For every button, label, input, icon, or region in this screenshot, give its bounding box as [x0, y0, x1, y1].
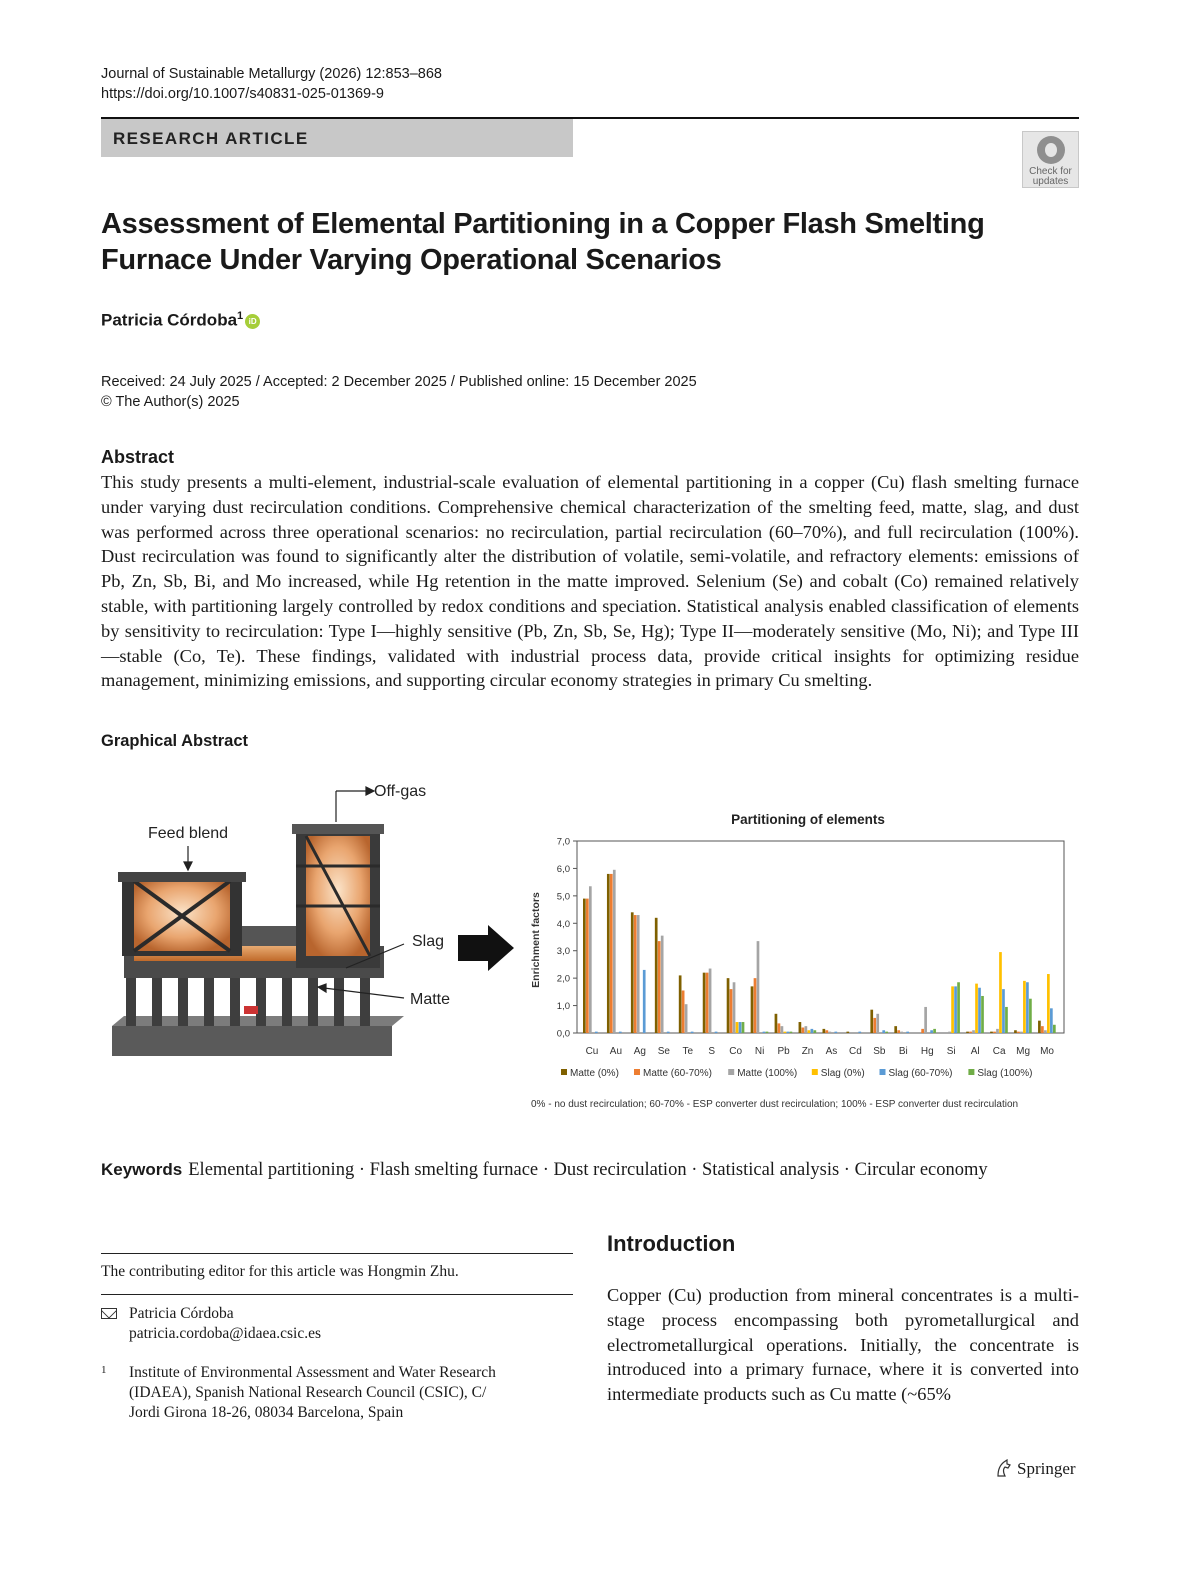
- bar-ag-series-1: [631, 912, 634, 1033]
- bar-mg-series-4: [1023, 981, 1026, 1033]
- correspondence: [101, 1304, 321, 1344]
- bar-sb-series-6: [885, 1032, 888, 1033]
- bar-zn-series-2: [802, 1028, 805, 1033]
- x-tick-label: Bi: [898, 1046, 908, 1057]
- x-tick-label: Ca: [992, 1046, 1006, 1057]
- bar-te-series-1: [679, 975, 682, 1033]
- bar-ni-series-1: [751, 986, 754, 1033]
- footnote-rule: [101, 1294, 573, 1295]
- bar-se-series-1: [655, 918, 658, 1033]
- x-tick-label: Pb: [777, 1046, 790, 1057]
- bar-zn-series-5: [811, 1029, 814, 1033]
- bar-hg-series-3: [924, 1007, 927, 1033]
- legend-swatch: [561, 1069, 567, 1075]
- bar-se-series-5: [667, 1032, 670, 1033]
- flow-arrow-icon: [456, 923, 516, 973]
- x-tick-label: Al: [970, 1046, 980, 1057]
- bar-mo-series-4: [1047, 974, 1050, 1033]
- bar-au-series-3: [613, 870, 616, 1033]
- author-line: [101, 310, 260, 331]
- bar-s-series-1: [703, 973, 706, 1033]
- bar-te-series-3: [685, 1004, 688, 1033]
- author-name[interactable]: Patricia Córdoba: [101, 310, 238, 330]
- y-tick-label: 5,0: [556, 891, 570, 903]
- bar-te-series-5: [691, 1032, 694, 1033]
- affiliation-line-1: Institute of Environmental Assessment and Water Research: [129, 1364, 496, 1381]
- bar-mo-series-6: [1053, 1025, 1056, 1033]
- bar-ag-series-5: [643, 970, 646, 1033]
- bar-al-series-2: [969, 1032, 972, 1033]
- bar-ca-series-2: [993, 1032, 996, 1033]
- bar-co-series-1: [727, 978, 730, 1033]
- bar-ni-series-5: [763, 1032, 766, 1033]
- bar-pb-series-1: [775, 1014, 778, 1033]
- bar-ag-series-2: [634, 915, 637, 1033]
- springer-horse-icon: [995, 1459, 1011, 1477]
- bar-si-series-5: [954, 986, 957, 1033]
- bar-pb-series-6: [790, 1032, 793, 1033]
- publisher-name: Springer: [1017, 1459, 1076, 1478]
- check-badge-line1: Check for: [1029, 166, 1072, 177]
- bar-ag-series-3: [637, 915, 640, 1033]
- y-tick-label: 3,0: [556, 946, 570, 958]
- bar-pb-series-3: [781, 1026, 784, 1033]
- title-line-1: Assessment of Elemental Partitioning in a Copper Flash Smelting: [101, 208, 985, 240]
- x-tick-label: Hg: [920, 1046, 934, 1057]
- bar-si-series-6: [957, 982, 960, 1033]
- graphical-abstract-heading: Graphical Abstract: [101, 732, 249, 750]
- bar-as-series-3: [828, 1032, 831, 1033]
- bar-co-series-6: [742, 1022, 745, 1033]
- chart-title: Partitioning of elements: [731, 812, 885, 827]
- keywords-label: Keywords: [101, 1160, 183, 1179]
- x-tick-label: Cd: [849, 1046, 862, 1057]
- bar-as-series-5: [834, 1032, 837, 1033]
- bar-zn-series-4: [808, 1030, 811, 1033]
- bar-co-series-3: [733, 982, 736, 1033]
- footnote-rule: [101, 1253, 573, 1254]
- bar-bi-series-3: [900, 1032, 903, 1033]
- bar-al-series-4: [975, 984, 978, 1033]
- publication-dates: [101, 372, 697, 412]
- bar-se-series-3: [661, 936, 664, 1033]
- bar-zn-series-6: [814, 1030, 817, 1033]
- bar-mg-series-5: [1026, 982, 1029, 1033]
- affiliation-line-3: Jordi Girona 18-26, 08034 Barcelona, Spain: [129, 1404, 404, 1421]
- dates-line: Received: 24 July 2025 / Accepted: 2 December 2025 / Published online: 15 December 2025: [101, 374, 697, 390]
- bar-sb-series-3: [876, 1014, 879, 1033]
- bar-si-series-3: [948, 1032, 951, 1033]
- contact-email[interactable]: patricia.cordoba@idaea.csic.es: [129, 1325, 321, 1342]
- chart-y-axis-label: Enrichment factors: [530, 892, 542, 988]
- legend-swatch: [812, 1069, 818, 1075]
- x-tick-label: Cu: [585, 1046, 599, 1057]
- crossmark-icon: [1037, 136, 1065, 164]
- introduction-text: Copper (Cu) production from mineral concentrates is a multi-stage process encompassing both pyrometallurgical and electrometallurgical operations. Initially, the concentrate is introduced into a primary furnace, where it is converted into intermediate products such as Cu matte (~65%: [607, 1285, 1079, 1405]
- bar-mg-series-2: [1017, 1032, 1020, 1033]
- bar-s-series-5: [715, 1032, 718, 1033]
- x-tick-label: Mo: [1040, 1046, 1054, 1057]
- affiliation-line-2: (IDAEA), Spanish National Research Council (CSIC), C/: [129, 1384, 487, 1401]
- label-offgas: Off-gas: [374, 783, 427, 800]
- bar-al-series-6: [981, 996, 984, 1033]
- x-tick-label: As: [825, 1046, 838, 1057]
- legend-swatch: [968, 1069, 974, 1075]
- abstract-text: This study presents a multi-element, industrial-scale evaluation of elemental partitioning in a copper (Cu) flash smelting furnace under varying dust recirculation conditions. Comprehensive chemical characterization of the smelting feed, matte, slag, and dust was performed across three operational scenarios: no recirculation, partial recirculation (60–70%), and full recirculation (100%). Dust recirculation was found to significantly alter the distribution of volatile, semi-volatile, and refractory elements: emissions of Pb, Zn, Sb, Bi, and Mo increased, while Hg retention in the matte improved. Selenium (Se) and cobalt (Co) remained relatively stable, with partitioning largely controlled by redox conditions and speciation. Statistical analysis enabled classification of elements by sensitivity to recirculation: Type I—highly sensitive (Pb, Zn, Sb, Se, Hg); Type II—moderately sensitive (Mo, Ni); and Type III—stable (Co, Te). These findings, validated with industrial process data, provide critical insights for optimizing residue management, minimizing emissions, and supporting circular economy strategies in primary Cu smelting.: [101, 472, 1079, 691]
- bar-ni-series-6: [766, 1032, 769, 1033]
- x-tick-label: Se: [657, 1046, 670, 1057]
- bar-mg-series-6: [1029, 999, 1032, 1033]
- bar-bi-series-5: [906, 1032, 909, 1033]
- bar-zn-series-3: [805, 1026, 808, 1033]
- contact-name: Patricia Córdoba: [129, 1305, 234, 1322]
- x-tick-label: Ni: [754, 1046, 765, 1057]
- bar-co-series-5: [739, 1022, 742, 1033]
- keywords-line: [101, 1160, 988, 1181]
- legend-label: Slag (60-70%): [888, 1068, 953, 1079]
- bar-co-series-4: [736, 1022, 739, 1033]
- x-tick-label: Sb: [873, 1046, 886, 1057]
- bar-s-series-3: [709, 969, 712, 1033]
- bar-cu-series-3: [589, 886, 592, 1033]
- bar-bi-series-2: [897, 1030, 900, 1033]
- publisher-logo: [995, 1459, 1076, 1479]
- bar-mg-series-1: [1014, 1030, 1017, 1033]
- label-slag: Slag: [412, 933, 445, 950]
- article-type-label: RESEARCH ARTICLE: [113, 129, 309, 148]
- legend-label: Slag (0%): [820, 1068, 865, 1079]
- bar-sb-series-1: [870, 1010, 873, 1033]
- y-tick-label: 6,0: [556, 863, 570, 875]
- keywords-list: Elemental partitioning · Flash smelting furnace · Dust recirculation · Statistical analysis · Circular economy: [188, 1160, 988, 1180]
- bar-hg-series-5: [930, 1030, 933, 1033]
- bar-al-series-3: [972, 1030, 975, 1033]
- article-title: [101, 206, 1001, 278]
- bar-cu-series-5: [595, 1032, 598, 1033]
- bar-s-series-2: [706, 973, 709, 1033]
- journal-citation: Journal of Sustainable Metallurgy (2026) 12:853–868: [101, 66, 442, 82]
- label-matte: Matte: [410, 991, 451, 1008]
- introduction-heading: Introduction: [607, 1231, 736, 1256]
- bar-cd-series-1: [846, 1032, 849, 1033]
- bar-au-series-2: [610, 874, 613, 1033]
- title-line-2: Furnace Under Varying Operational Scenarios: [101, 244, 722, 276]
- legend-swatch: [634, 1069, 640, 1075]
- check-for-updates-badge[interactable]: [1022, 131, 1079, 188]
- bar-pb-series-2: [778, 1023, 781, 1033]
- bar-hg-series-2: [921, 1029, 924, 1033]
- copyright-line: © The Author(s) 2025: [101, 394, 240, 410]
- x-tick-label: Ag: [633, 1046, 646, 1057]
- chart-plot-area: [577, 841, 1064, 1033]
- article-type-banner: [101, 119, 573, 157]
- bar-pb-series-5: [787, 1032, 790, 1033]
- y-tick-label: 1,0: [556, 1001, 570, 1013]
- y-tick-label: 0,0: [556, 1028, 570, 1040]
- bar-se-series-2: [658, 941, 661, 1033]
- bar-ca-series-5: [1002, 989, 1005, 1033]
- bar-ca-series-6: [1005, 1007, 1008, 1033]
- bar-mo-series-3: [1044, 1030, 1047, 1033]
- envelope-icon: [101, 1308, 117, 1319]
- y-tick-label: 4,0: [556, 918, 570, 930]
- bar-mo-series-5: [1050, 1008, 1053, 1033]
- bar-mg-series-3: [1020, 1032, 1023, 1033]
- legend-label: Matte (0%): [570, 1068, 619, 1079]
- bar-bi-series-1: [894, 1026, 897, 1033]
- x-tick-label: Si: [946, 1046, 956, 1057]
- x-tick-label: Mg: [1016, 1046, 1031, 1057]
- check-badge-line2: updates: [1032, 176, 1069, 187]
- bar-te-series-2: [682, 990, 685, 1033]
- legend-label: Matte (100%): [737, 1068, 798, 1079]
- bar-si-series-4: [951, 986, 954, 1033]
- chart-caption: 0% - no dust recirculation; 60-70% - ESP converter dust recirculation; 100% - ESP converter dust recirculation: [531, 1099, 1019, 1110]
- x-tick-label: S: [708, 1046, 716, 1057]
- bar-cu-series-1: [583, 899, 586, 1033]
- x-tick-label: Te: [682, 1046, 694, 1057]
- y-tick-label: 2,0: [556, 973, 570, 985]
- legend-label: Matte (60-70%): [643, 1068, 712, 1079]
- bar-sb-series-5: [882, 1030, 885, 1033]
- bar-ca-series-4: [999, 952, 1002, 1033]
- x-tick-label: Zn: [801, 1046, 814, 1057]
- furnace-base: [112, 1026, 392, 1056]
- bar-ca-series-1: [990, 1032, 993, 1033]
- bar-mo-series-1: [1038, 1021, 1041, 1033]
- editor-note: The contributing editor for this article was Hongmin Zhu.: [101, 1263, 459, 1280]
- bar-ca-series-3: [996, 1029, 999, 1033]
- abstract-heading: Abstract: [101, 447, 175, 467]
- bar-pb-series-4: [784, 1032, 787, 1033]
- orcid-icon[interactable]: iD: [245, 314, 260, 329]
- x-tick-label: Au: [609, 1046, 623, 1057]
- affiliation-number: 1: [101, 1364, 107, 1376]
- bar-ni-series-3: [757, 941, 760, 1033]
- bar-al-series-5: [978, 988, 981, 1033]
- partitioning-chart: [525, 800, 1085, 1120]
- legend-swatch: [880, 1069, 886, 1075]
- bar-al-series-1: [966, 1032, 969, 1033]
- bar-cu-series-2: [586, 899, 589, 1033]
- affiliation: [101, 1363, 549, 1423]
- label-feed-blend: Feed blend: [148, 825, 229, 842]
- bar-co-series-2: [730, 989, 733, 1033]
- bar-hg-series-6: [933, 1029, 936, 1033]
- doi-link[interactable]: https://doi.org/10.1007/s40831-025-01369-9: [101, 86, 384, 102]
- y-tick-label: 7,0: [556, 836, 570, 848]
- x-tick-label: Co: [729, 1046, 743, 1057]
- bar-mo-series-2: [1041, 1026, 1044, 1033]
- bar-cd-series-5: [858, 1032, 861, 1033]
- bar-au-series-5: [619, 1032, 622, 1033]
- legend-label: Slag (100%): [977, 1068, 1033, 1079]
- journal-header: [101, 64, 442, 104]
- bar-zn-series-1: [799, 1022, 802, 1033]
- bar-ni-series-2: [754, 978, 757, 1033]
- bar-as-series-1: [823, 1029, 826, 1033]
- bar-au-series-1: [607, 874, 610, 1033]
- bar-sb-series-2: [873, 1018, 876, 1033]
- author-affil-sup: 1: [237, 310, 244, 322]
- legend-swatch: [728, 1069, 734, 1075]
- bar-as-series-2: [825, 1030, 828, 1033]
